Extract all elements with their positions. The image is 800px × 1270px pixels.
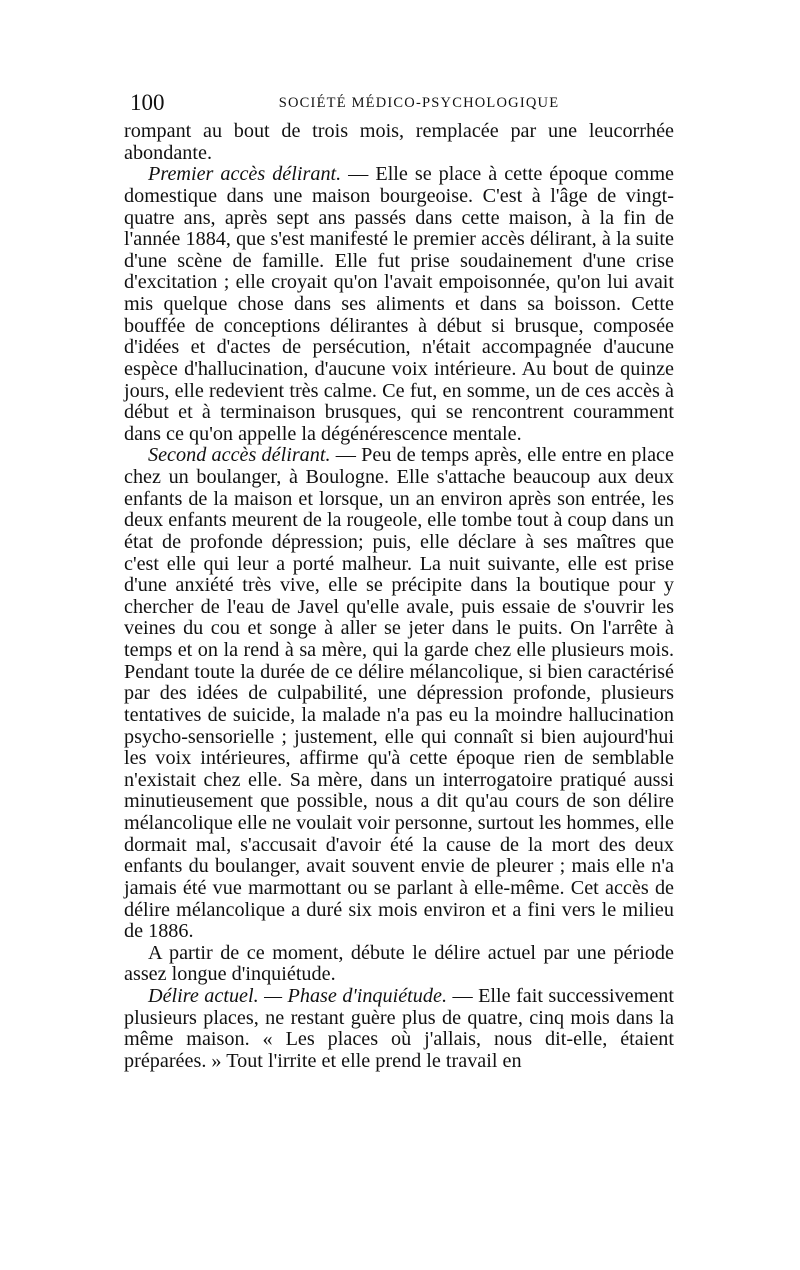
paragraph-text: rompant au bout de trois mois, remplacée par une leucorrhée abondante.	[124, 120, 674, 164]
paragraph	[124, 164, 674, 445]
paragraph-text: A partir de ce moment, débute le délire actuel par une période assez longue d'inquiétude.	[124, 941, 674, 986]
body-text	[124, 121, 674, 1073]
paragraph-text: — Peu de temps après, elle entre en place chez un boulanger, à Boulogne. Elle s'attache beaucoup aux deux enfants de la maison et lorsque, un an environ après son entrée, les deux enfants meurent de la rougeole, elle tombe tout à coup dans un état de profonde dépression; puis, elle déclare à ses maîtres que c'est elle qui leur a porté malheur. La nuit suivante, elle est prise d'une anxiété très vive, elle se précipite dans la boutique pour y chercher de l'eau de Javel qu'elle avale, puis essaie de s'ouvrir les veines du cou et songe à aller se jeter dans le puits. On l'arrête à temps et on la rend à sa mère, qui la garde chez elle plusieurs mois. Pendant toute la durée de ce délire mélancolique, si bien caractérisé par des idées de culpabilité, une dépression profonde, plusieurs tentatives de suicide, la malade n'a pas eu la moindre hallucination psycho-sensorielle ; justement, elle qui connaît si bien aujourd'hui les voix intérieures, affirme qu'à cette époque rien de semblable n'existait chez elle. Sa mère, dans un interrogatoire pratiqué aussi minutieusement que possible, nous a dit qu'au cours de son délire mélancolique elle ne voulait voir personne, surtout les hommes, elle dormait mal, s'accusait d'avoir été la cause de la mort des deux enfants du boulanger, avait souvent envie de pleurer ; mais elle n'a jamais été vue marmottant ou se parlant à elle-même. Cet accès de délire mélancolique a duré six mois environ et a fini vers le milieu de 1886.	[124, 444, 674, 943]
paragraph	[124, 986, 674, 1073]
section-title: Second accès délirant.	[148, 444, 331, 467]
running-head: SOCIÉTÉ MÉDICO-PSYCHOLOGIQUE	[278, 95, 560, 111]
paragraph	[124, 943, 674, 986]
paragraph	[124, 121, 674, 164]
page-number: 100	[130, 90, 165, 115]
section-title: Délire actuel. — Phase d'inquiétude.	[148, 985, 447, 1007]
page-header	[124, 90, 674, 120]
paragraph-text: — Elle fait successivement plusieurs places, ne restant guère plus de quatre, cinq mois dans la même maison. « Les places où j'allais, nous dit-elle, étaient préparées. » Tout l'irrite et elle prend le travail en	[124, 985, 675, 1072]
paragraph	[124, 445, 674, 942]
section-title: Premier accès délirant.	[148, 163, 342, 186]
paragraph-text: — Elle se place à cette époque comme domestique dans une maison bourgeoise. C'est à l'âge de vingt-quatre ans, après sept ans passés dans cette maison, à la fin de l'année 1884, que s'est manifesté le premier accès délirant, à la suite d'une scène de famille. Elle fut prise soudainement d'une crise d'excitation ; elle croyait qu'on l'avait empoisonnée, qu'on lui avait mis quelque chose dans ses aliments et dans sa boisson. Cette bouffée de conceptions délirantes à début si brusque, composée d'idées et d'actes de persécution, n'était accompagnée d'aucune espèce d'hallucination, d'aucune voix intérieure. Au bout de quinze jours, elle redevient très calme. Ce fut, en somme, un de ces accès à début et à terminaison brusques, qui se rencontrent couramment dans ce qu'on appelle la dégénérescence mentale.	[124, 163, 674, 445]
